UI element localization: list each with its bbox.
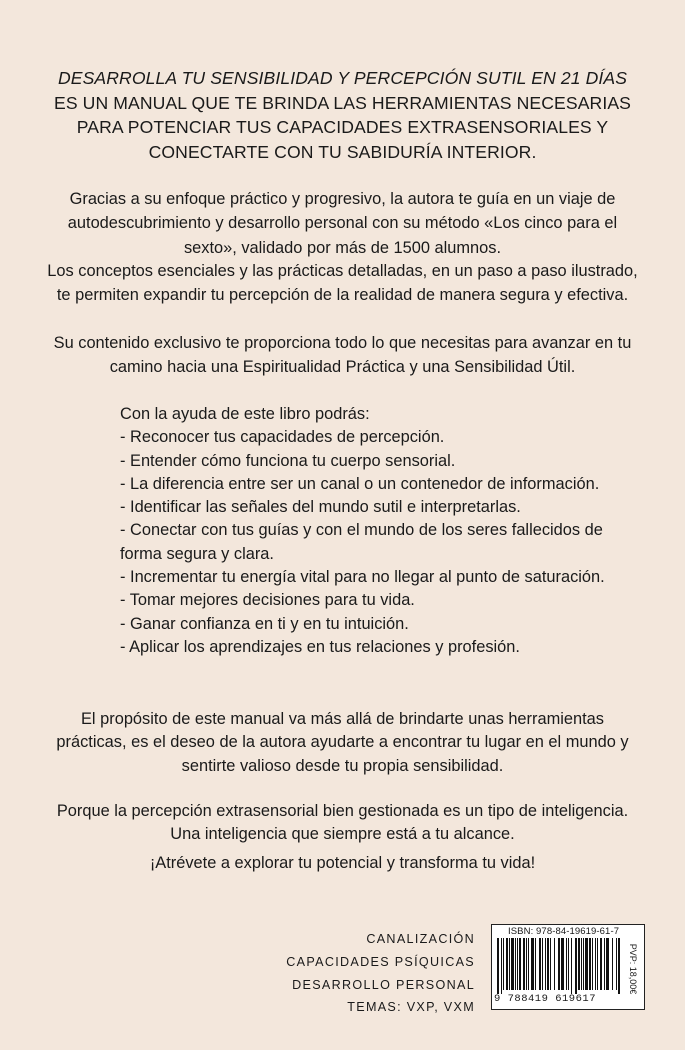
barcode-bar: [523, 938, 525, 990]
barcode-bar: [528, 938, 529, 990]
barcode-bar: [511, 938, 514, 990]
barcode-bar: [531, 938, 534, 990]
barcode-bar: [561, 938, 564, 990]
list-item: - Tomar mejores decisiones para tu vida.: [120, 591, 415, 610]
topic-tag: TEMAS: VXP, VXM: [347, 1000, 475, 1015]
ean-digits: 9 788419 619617: [494, 993, 597, 1005]
barcode-bar: [589, 938, 591, 990]
list-item: - Reconocer tus capacidades de percepción.: [120, 428, 445, 447]
list-item: - Entender cómo funciona tu cuerpo sensorial.: [120, 451, 456, 470]
topic-tag: DESARROLLO PERSONAL: [292, 977, 475, 992]
barcode-bar: [604, 938, 605, 990]
benefits-list: [120, 403, 620, 659]
headline-line: ES UN MANUAL QUE TE BRINDA LAS HERRAMIENTAS NECESARIAS: [54, 92, 631, 113]
price-label: PVP: 18,00€: [628, 943, 638, 995]
topic-tags: [250, 928, 475, 1019]
headline-line: PARA POTENCIAR TUS CAPACIDADES EXTRASENSORIALES Y: [76, 117, 609, 137]
paragraph-closing: ¡Atrévete a explorar tu potencial y transforma tu vida!: [149, 854, 536, 872]
barcode-bar: [578, 938, 580, 990]
paragraph-purpose: El propósito de este manual va más allá de brindarte unas herramientas prácticas, es el deseo de la autora ayudarte a encontrar tu lugar en el mundo y sentirte valioso desde tu propia sensibilidad.: [56, 710, 629, 775]
barcode-bar: [558, 938, 560, 990]
barcode-bar: [515, 938, 516, 990]
barcode-bar: [550, 938, 551, 990]
paragraph-intelligence: Porque la percepción extrasensorial bien gestionada es un tipo de inteligencia. Una inteligencia que siempre está a tu alcance.: [56, 802, 629, 844]
barcode-bar: [571, 938, 572, 994]
paragraph-content: Su contenido exclusivo te proporciona todo lo que necesitas para avanzar en tu camino hacia una Espiritualidad Práctica y una Sensibilidad Útil.: [53, 334, 632, 377]
barcode-bar: [616, 938, 617, 990]
barcode-bar: [503, 938, 504, 990]
list-item: - Aplicar los aprendizajes en tus relaciones y profesión.: [120, 637, 520, 656]
isbn-label: ISBN: 978-84-19619-61-7: [508, 926, 620, 937]
list-item: - Ganar confianza en ti y en tu intuición.: [120, 614, 409, 633]
barcode-bar: [568, 938, 569, 990]
price-label-wrap: [626, 933, 640, 1005]
barcode-bar: [517, 938, 518, 990]
list-item: - Identificar las señales del mundo sutil e interpretarlas.: [120, 498, 521, 517]
headline: [40, 66, 645, 164]
barcode-bar: [595, 938, 596, 990]
paragraph-concepts: Los conceptos esenciales y las prácticas detalladas, en un paso a paso ilustrado, te permiten expandir tu percepción de la realidad de manera segura y efectiva.: [47, 262, 638, 305]
barcode-bar: [566, 938, 567, 990]
barcode-icon: [496, 938, 624, 994]
barcode-bar: [509, 938, 510, 990]
barcode-bar: [554, 938, 555, 990]
barcode-bar: [542, 938, 543, 990]
barcode-bar: [597, 938, 598, 990]
topic-tag: CAPACIDADES PSÍQUICAS: [286, 954, 475, 969]
barcode-bar: [612, 938, 613, 990]
topic-tag: CANALIZACIÓN: [366, 932, 475, 946]
barcode-bar: [497, 938, 499, 994]
benefits-intro: Con la ayuda de este libro podrás:: [120, 405, 370, 423]
list-item: - La diferencia entre ser un canal o un contenedor de información.: [120, 474, 600, 493]
barcode-bar: [581, 938, 582, 990]
barcode-bar: [519, 938, 521, 990]
barcode-bar: [575, 938, 577, 994]
barcode-bar: [618, 938, 620, 994]
list-item: - Conectar con tus guías y con el mundo de los seres fallecidos de forma segura y clara.: [120, 521, 603, 563]
book-title: DESARROLLA TU SENSIBILIDAD Y PERCEPCIÓN SUTIL EN 21 DÍAS: [57, 68, 628, 88]
barcode-bar: [506, 938, 508, 990]
barcode-bar: [606, 938, 609, 990]
barcode-bar: [526, 938, 527, 990]
barcode-bar: [539, 938, 541, 990]
headline-line: CONECTARTE CON TU SABIDURÍA INTERIOR.: [148, 141, 537, 162]
barcode-bar: [501, 938, 502, 994]
barcode-bar: [600, 938, 602, 990]
barcode-bar: [547, 938, 549, 990]
list-item: - Incrementar tu energía vital para no llegar al punto de saturación.: [120, 568, 605, 587]
paragraph-intro: Gracias a su enfoque práctico y progresivo, la autora te guía en un viaje de autodescubrimiento y desarrollo personal con su método «Los cinco para el sexto», validado por más de 1500 alumnos.: [67, 190, 618, 257]
barcode-bar: [592, 938, 593, 990]
barcode-bar: [583, 938, 584, 990]
barcode-box: [491, 924, 645, 1010]
barcode-bar: [535, 938, 536, 990]
barcode-bar: [545, 938, 546, 990]
barcode-bar: [585, 938, 588, 990]
